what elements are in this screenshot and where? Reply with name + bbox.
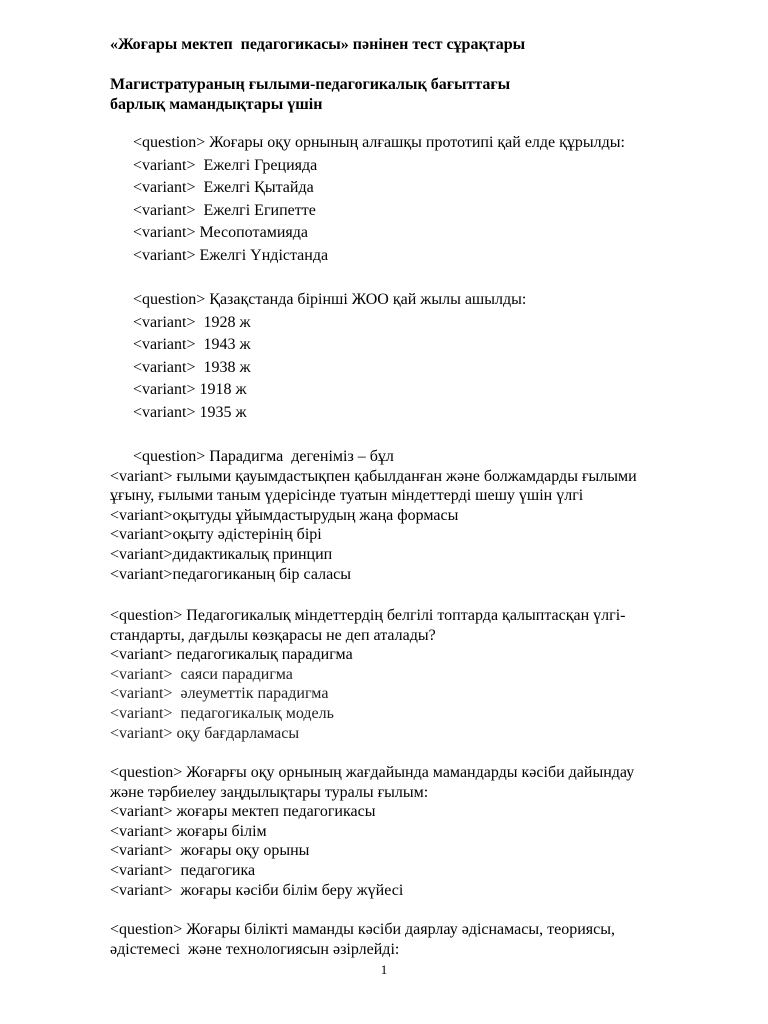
- variant-item: <variant> Ежелгі Қытайда: [133, 179, 314, 197]
- variant-item: ұғыну, ғылыми таным үдерісінде туатын міндеттерді шешу үшін үлгі: [110, 487, 584, 505]
- variant-item: <variant> 1943 ж: [133, 336, 251, 354]
- question-block: [110, 606, 626, 743]
- variant-item: <variant> жоғары білім: [110, 822, 267, 840]
- question-text: <question> Жоғарғы оқу орнының жағдайында мамандарды кәсіби дайындау: [110, 764, 635, 781]
- variant-item: <variant>педагогиканың бір саласы: [110, 565, 352, 583]
- variant-item: <variant>оқытуды ұйымдастырудың жаңа формасы: [110, 506, 459, 524]
- subtitle-line: Магистратураның ғылыми-педагогикалық бағыттағы: [110, 76, 511, 93]
- variant-item: <variant> педагогикалық парадигма: [110, 646, 353, 664]
- variant-item: <variant> жоғары мектеп педагогикасы: [110, 803, 376, 821]
- question-text: стандарты, дағдылы көзқарасы не деп аталады?: [110, 626, 436, 644]
- question-block: [133, 289, 526, 425]
- variant-item: <variant> оқу бағдарламасы: [110, 724, 300, 742]
- question-text: <question> Парадигма дегеніміз – бұл: [133, 448, 394, 465]
- variant-item: <variant> 1918 ж: [133, 381, 247, 399]
- question-text: <question> Педагогикалық міндеттердің белгілі топтарда қалыптасқан үлгі-: [110, 607, 626, 624]
- question-block: [133, 132, 625, 268]
- variant-item: <variant> Ежелгі Үндістанда: [133, 246, 329, 264]
- question-text: <question> Жоғары білікті маманды кәсіби даярлау әдіснамасы, теориясы,: [110, 921, 615, 938]
- variant-item: <variant> Ежелгі Египетте: [133, 201, 316, 219]
- question-text: <question> Қазақстанда бірінші ЖОО қай жылы ашылды:: [133, 291, 527, 308]
- variant-item: <variant> педагогика: [110, 861, 256, 879]
- variant-item: <variant> 1938 ж: [133, 358, 251, 376]
- question-block: [110, 920, 615, 959]
- variant-item: <variant> әлеуметтік парадигма: [110, 685, 329, 703]
- variant-item: <variant> саяси парадигма: [110, 665, 293, 683]
- variant-item: <variant> Месопотамияда: [133, 224, 309, 242]
- question-text: <question> Жоғары оқу орнының алғашқы прототипі қай елде құрылды:: [133, 134, 625, 151]
- document-title: «Жоғары мектеп педагогикасы» пәнінен тест сұрақтары: [110, 36, 526, 53]
- variant-item: <variant> жоғары оқу орыны: [110, 842, 310, 860]
- page-number: 1: [380, 962, 388, 977]
- variant-item: <variant>оқыту әдістерінің бірі: [110, 526, 322, 544]
- variant-item: <variant> жоғары кәсіби білім беру жүйесі: [110, 881, 404, 899]
- variant-item: <variant> Ежелгі Грецияда: [133, 156, 318, 174]
- variant-item: <variant> 1928 ж: [133, 313, 251, 331]
- variant-item: <variant> ғылыми қауымдастықпен қабылданған және болжамдарды ғылыми: [110, 467, 637, 485]
- question-text: әдістемесі және технологиясын әзірлейді:: [110, 940, 400, 958]
- subtitle-line: барлық мамандықтары үшін: [110, 96, 323, 113]
- variant-item: <variant> 1935 ж: [133, 403, 247, 421]
- document-subtitle: [110, 75, 510, 115]
- question-block: [110, 447, 637, 584]
- question-text: және тәрбиелеу заңдылықтары туралы ғылым:: [110, 783, 429, 801]
- variant-item: <variant> педагогикалық модель: [110, 704, 334, 722]
- variant-item: <variant>дидактикалық принцип: [110, 545, 333, 563]
- question-block: [110, 763, 634, 900]
